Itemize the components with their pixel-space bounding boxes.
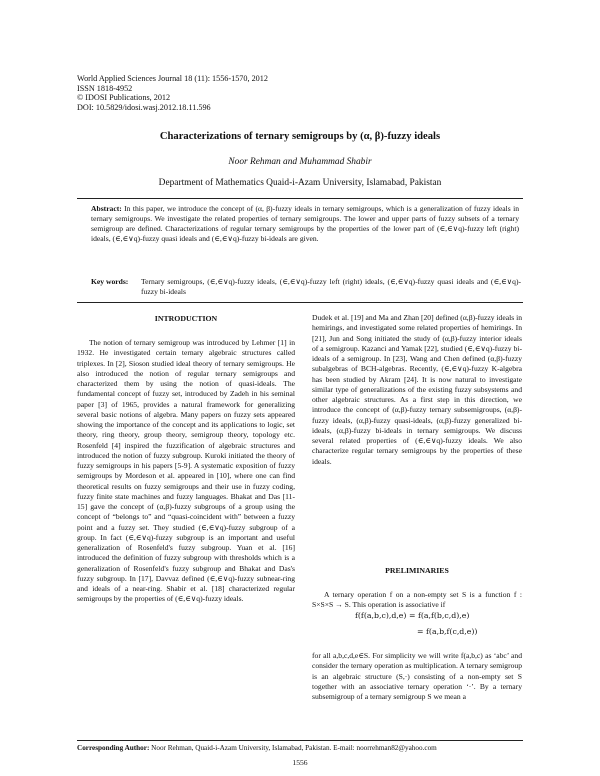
abstract-label: Abstract: [91,204,122,213]
preliminaries-continued [312,651,522,702]
corresponding-author-text: Noor Rehman, Quaid-i-Azam University, Islamabad, Pakistan. E-mail: noorrehman82@yahoo.com [151,744,437,752]
journal-info [77,74,377,112]
corresponding-author-label: Corresponding Author: [77,744,150,752]
introduction-paragraph-1: The notion of ternary semigroup was introduced by Lehmer [1] in 1932. He investigated certain ternary algebraic structures called triplexes. In [2], Sioson studied ideal theory of ternary semigroups. He also introduced the notion of regular ternary semigroups and characterized them by using the notion of quasi-ideals. The fundamental concept of fuzzy set, introduced by Zadeh in his seminal paper [3] of 1965, provides a natural framework for generalizing several basic notions of algebra. Many papers on fuzzy sets appeared showing the importance of the concept and its applications to logic, set theory, ring theory, group theory, semigroup theory, topology etc. Rosenfeld [4] inspired the fuzzification of algebraic structures and introduced the notion of fuzzy subgroup. Kuroki initiated the theory of fuzzy semigroups in his papers [5-9]. A systematic exposition of fuzzy semigroups by Mordeson et al. appeared in [10], where one can find theoretical results on fuzzy semigroups and their use in fuzzy coding, fuzzy finite state machines and fuzzy languages. Bhakat and Das [11-15] gave the concept of (α,β)-fuzzy subgroups of a group using the concept of “belongs to” and “quasi-coincident with” between a fuzzy point and a fuzzy set. They studied (∈,∈∨q)-fuzzy subgroup of a group. In fact (∈,∈∨q)-fuzzy subgroup is an important and useful generalization of Rosenfeld's fuzzy subgroup. Yuan et al. [16] introduced the definition of fuzzy subgroup with thresholds which is a generalization of Rosenfeld's fuzzy subgroup and Bhakat and Das's fuzzy subgroup. In [17], Davvaz defined (∈,∈∨q)-fuzzy subnear-ring and ideals of a near-ring. Shabir et al. [18] characterized regular semigroups by the properties of (∈,∈∨q)-fuzzy ideals. [77,338,295,604]
corresponding-author [77,744,523,753]
keywords-bottom-rule [77,302,523,303]
preliminaries-paragraph-2: for all a,b,c,d,e∈S. For simplicity we will write f(a,b,c) as ‘abc’ and consider the ternary operation as multiplication. A ternary semigroup is an algebraic structure (S,·) consisting of a non-empty set S together with an associative ternary operation ‘·’. By a ternary subsemigroup of a ternary semigroup S we mean a [312,651,522,701]
associativity-equation-line-2: = f(a,b,f(c,d,e)) [417,627,478,636]
associativity-equation-line-1: f(f(a,b,c),d,e) = f(a,f(b,c,d),e) [355,611,470,620]
preliminaries-intro [312,590,522,611]
introduction-paragraph-2: Dudek et al. [19] and Ma and Zhan [20] defined (α,β)-fuzzy ideals in hemirings, and investigated some related properties of hemirings. In [21], Jun and Song initiated the study of (α,β)-fuzzy interior ideals of a semigroup. Kazanci and Yamak [22], studied (∈,∈∨q)-fuzzy bi-ideals of a semigroup. In [23], Wang and Chen defined (α,β)-fuzzy subalgebras of BCH-algebras. Recently, (∈,∈∨q)-fuzzy K-algebra has been studied by Akram [24]. It is now natural to investigate similar type of generalizations of the existing fuzzy subsystems and other algebraic structures. As a first step in this direction, we introduce the concept of (α,β)-fuzzy ternary subsemigroups, (α,β)-fuzzy ideals, (α,β)-fuzzy quasi-ideals, (α,β)-fuzzy generalized bi-ideals, (α,β)-fuzzy bi-ideals in ternary semigroups. We discuss several related properties of (∈,∈∨q)-fuzzy ideals. We also characterize regular ternary semigroups by the properties of these ideals. [312,313,522,466]
introduction-column-right [312,313,522,467]
introduction-column-left [77,338,295,605]
paper-authors: Noor Rehman and Muhammad Shabir [228,157,372,167]
abstract [91,204,519,244]
author-affiliation: Department of Mathematics Quaid-i-Azam University, Islamabad, Pakistan [158,178,442,188]
journal-doi: DOI: 10.5829/idosi.wasj.2012.18.11.596 [77,102,211,112]
journal-copyright: © IDOSI Publications, 2012 [77,93,171,103]
preliminaries-paragraph-1: A ternary operation f on a non-empty set S is a function f : S×S×S → S. This operation is associative if [312,590,522,610]
page-number: 1556 [292,758,308,767]
introduction-heading: INTRODUCTION [154,314,218,323]
journal-citation: World Applied Sciences Journal 18 (11): 1556-1570, 2012 [77,74,268,83]
keywords-label: Key words: [91,277,129,286]
paper-title: Characterizations of ternary semigroups by (α, β)-fuzzy ideals [159,131,441,142]
keywords-text: Ternary semigroups, (∈,∈∨q)-fuzzy ideals, (∈,∈∨q)-fuzzy left (right) ideals, (∈,∈∨q)-fuzzy quasi ideals and (∈,∈∨q)-fuzzy bi-ideals [141,277,521,297]
journal-issn: ISSN 1818-4952 [77,83,133,93]
abstract-top-rule [77,198,523,199]
footer-rule [77,740,523,741]
preliminaries-heading: PRELIMINARIES [385,566,449,575]
abstract-text: In this paper, we introduce the concept of (α, β)-fuzzy ideals in ternary semigroups, which is a generalization of fuzzy ideals in ternary semigroups. We investigate the related properties of ternary semigroups. The lower and upper parts of fuzzy subsets of a ternary semigroup are defined. Characterizations of regular ternary semigroups by the properties of the lower part of (∈,∈∨q)-fuzzy left (right) ideals, (∈,∈∨q)-fuzzy quasi ideals and (∈,∈∨q)-fuzzy bi-ideals are given. [91,204,519,244]
